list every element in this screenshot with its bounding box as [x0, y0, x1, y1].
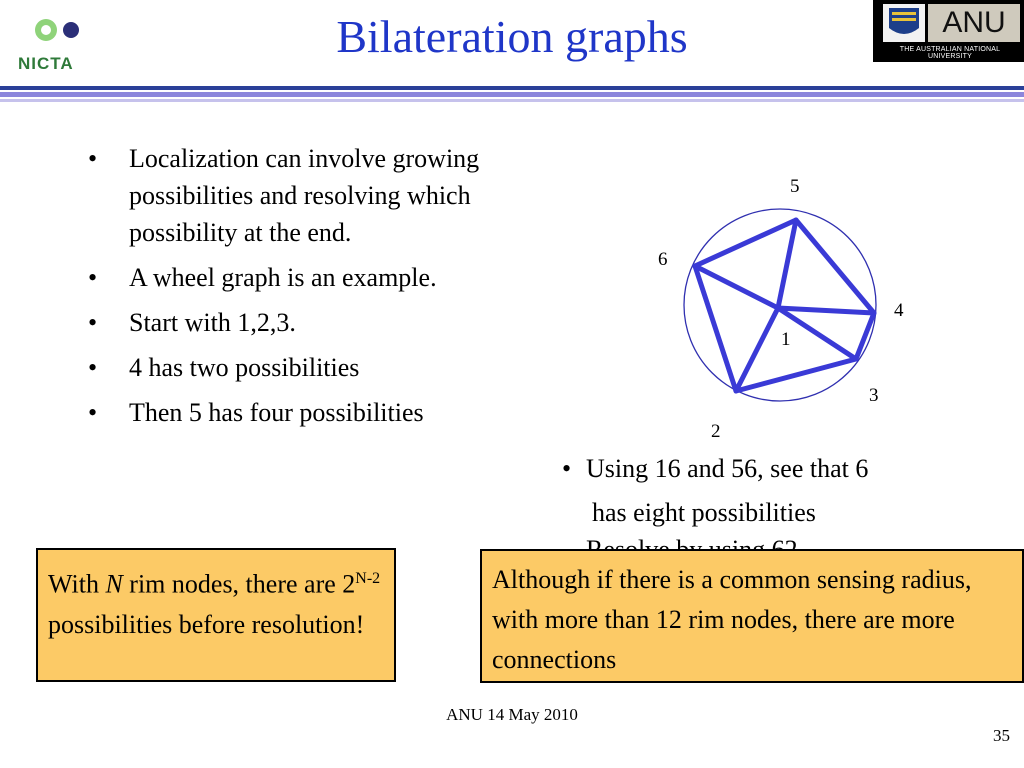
node-label: 6	[658, 249, 668, 270]
right-bullet-line1: • Using 16 and 56, see that 6	[558, 450, 998, 487]
rim-polygon	[695, 220, 874, 391]
anu-crest-icon	[883, 4, 925, 42]
spoke-edge	[778, 308, 874, 313]
spoke-edge	[778, 220, 796, 308]
note-left-text-3: possibilities before resolution!	[48, 609, 365, 639]
spoke-edge	[736, 308, 778, 391]
wheel-graph	[640, 170, 930, 450]
header-rule-dark	[0, 86, 1024, 90]
bullet-item: • 4 has two possibilities	[84, 349, 504, 386]
bullet-list	[84, 140, 504, 439]
note-left-exponent: N-2	[355, 570, 381, 587]
note-box-right	[480, 549, 1024, 683]
page-number: 35	[993, 726, 1010, 745]
note-left-text-2: rim nodes, there are 2	[122, 569, 356, 599]
header-rule-light	[0, 99, 1024, 102]
bullet-item: • Start with 1,2,3.	[84, 304, 504, 341]
slide-title: Bilateration graphs	[336, 11, 688, 62]
note-left-n: N	[105, 569, 123, 599]
node-label: 2	[711, 421, 721, 442]
right-bullet-line2: has eight possibilities	[592, 498, 816, 527]
footer-text: ANU 14 May 2010	[446, 705, 578, 724]
note-box-left	[36, 548, 396, 682]
anu-logo	[873, 0, 1024, 62]
node-label: 4	[894, 300, 904, 321]
bullet-item: • Then 5 has four possibilities	[84, 394, 504, 431]
anu-wordmark: ANU	[928, 4, 1020, 42]
node-label: 3	[869, 385, 879, 406]
nicta-wordmark: NICTA	[18, 54, 74, 73]
anu-subtitle: THE AUSTRALIAN NATIONAL UNIVERSITY	[899, 46, 1001, 60]
note-left-text-1: With	[48, 569, 106, 599]
bullet-item: • A wheel graph is an example.	[84, 259, 504, 296]
node-label: 5	[790, 176, 800, 197]
bullet-item: • Localization can involve growing possibilities and resolving which possibility at the end.	[84, 140, 504, 251]
header-rule-mid	[0, 92, 1024, 97]
node-label: 1	[781, 329, 791, 350]
note-right-text: Although if there is a common sensing radius, with more than 12 rim nodes, there are more connections	[492, 565, 972, 674]
